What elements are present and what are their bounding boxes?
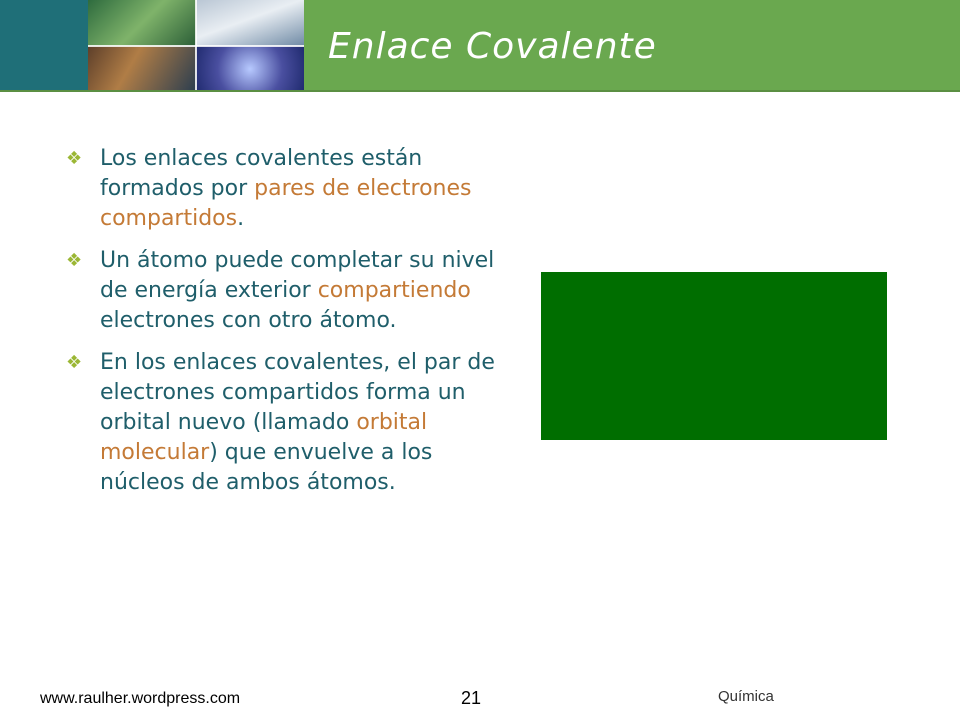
bullet-text: ) que envuelve a los núcleos de ambos átomos. — [100, 440, 433, 495]
bullet-text: electrones con otro átomo. — [100, 308, 397, 333]
circuit-board-image — [88, 0, 196, 46]
bullet-item — [66, 348, 506, 498]
diamond-bullet-icon: ❖ — [66, 250, 83, 271]
bullet-item — [66, 144, 506, 234]
bullet-text: Los enlaces covalentes están formados por — [100, 146, 423, 201]
keyboard-image — [88, 46, 196, 92]
bullet-text: Un átomo puede completar su nivel de energía exterior — [100, 248, 495, 303]
highlighted-term: compartiendo — [317, 278, 471, 303]
diamond-bullet-icon: ❖ — [66, 148, 83, 169]
bullet-text: En los enlaces covalentes, el par de electrones compartidos forma un orbital nuevo (llamado — [100, 350, 495, 435]
tile-divider — [88, 45, 304, 47]
bullet-list — [66, 144, 506, 510]
header-image-collage — [88, 0, 304, 92]
highlighted-term: orbital molecular — [100, 410, 428, 465]
diamond-bullet-icon: ❖ — [66, 352, 83, 373]
slide-title: Enlace Covalente — [328, 26, 657, 67]
header-rule — [0, 90, 960, 92]
footer-subject: Química — [718, 688, 774, 705]
green-image-placeholder — [541, 272, 887, 440]
bullet-item — [66, 246, 506, 336]
blue-disc-image — [196, 46, 304, 92]
slide-header — [0, 0, 960, 92]
computer-mouse-image — [196, 0, 304, 46]
highlighted-term: pares de electrones compartidos — [100, 176, 472, 231]
bullet-text: . — [237, 206, 245, 231]
footer-url: www.raulher.wordpress.com — [40, 690, 241, 707]
page-number: 21 — [461, 688, 482, 708]
header-teal-block — [0, 0, 88, 92]
